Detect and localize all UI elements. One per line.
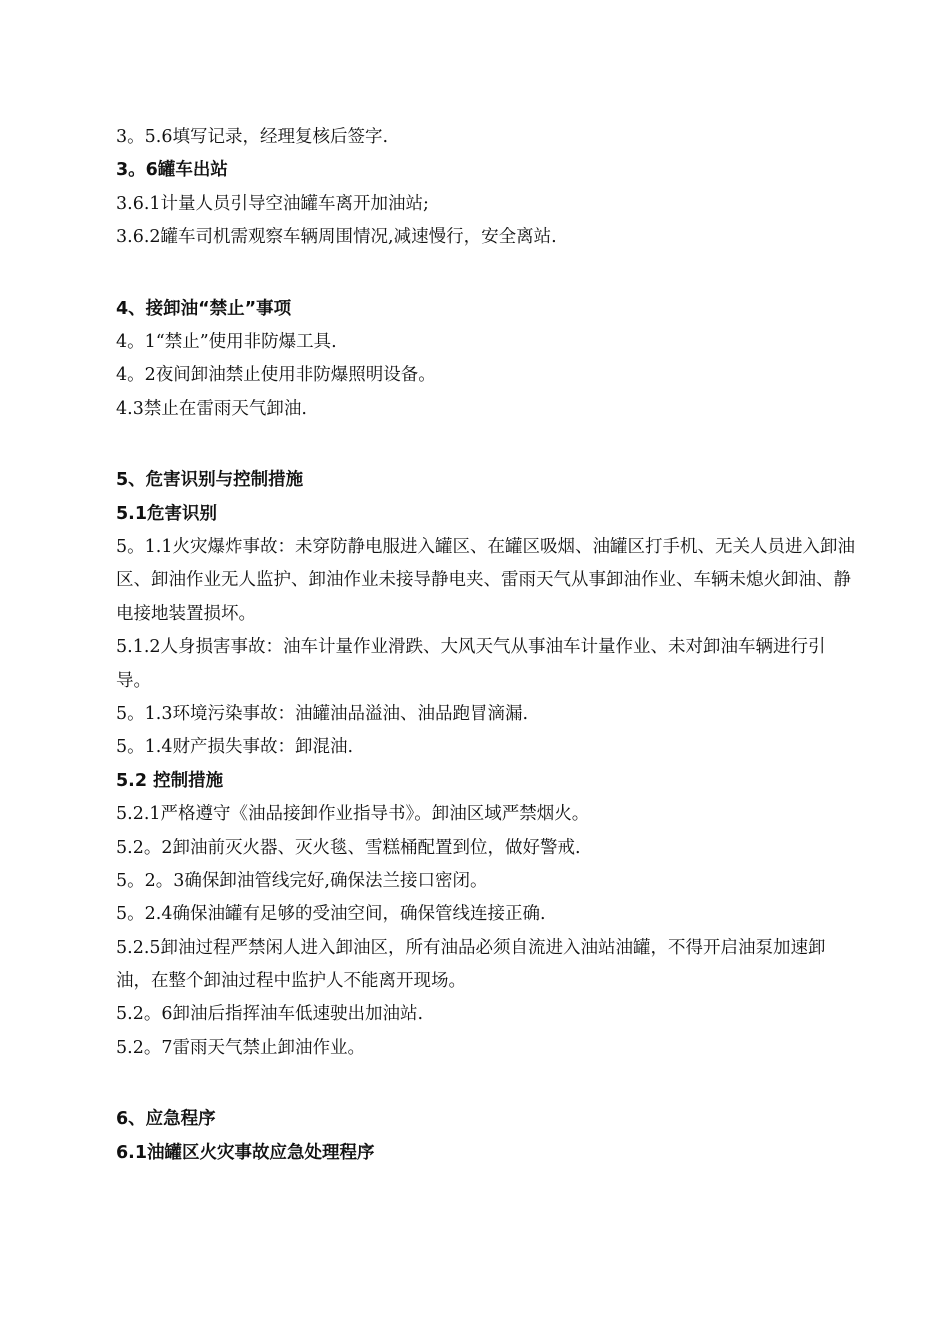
para-3-5-6: 3。5.6填写记录，经理复核后签字. [116, 127, 389, 147]
section-gap [116, 426, 856, 464]
section-gap [116, 1065, 856, 1103]
para-5-1-2: 5.1.2人身损害事故：油车计量作业滑跌、大风天气从事油车计量作业、未对卸油车辆进行引导。 [116, 637, 826, 691]
para-3-6-1: 3.6.1计量人员引导空油罐车离开加油站; [116, 193, 429, 214]
heading-6-1: 6.1油罐区火灾事故应急处理程序 [116, 1142, 375, 1163]
para-5-2-7: 5.2。7雷雨天气禁止卸油作业。 [116, 1037, 365, 1058]
heading-3-6: 3。6罐车出站 [116, 160, 228, 181]
heading-6: 6、应急程序 [116, 1109, 216, 1130]
para-5-2-5: 5.2.5卸油过程严禁闲人进入卸油区，所有油品必须自流进入油站油罐，不得开启油泵加速卸油，在整个卸油过程中监护人不能离开现场。 [116, 937, 826, 992]
heading-4: 4、接卸油“禁止”事项 [116, 298, 292, 319]
document-body [116, 121, 856, 1170]
para-5-1-1: 5。1.1火灾爆炸事故：未穿防静电服进入罐区、在罐区吸烟、油罐区打手机、无关人员进入卸油区、卸油作业无人监护、卸油作业未接导静电夹、雷雨天气从事卸油作业、车辆未熄火卸油、静电接地装置损坏。 [116, 536, 855, 624]
para-4-1: 4。1“禁止”使用非防爆工具. [116, 331, 337, 352]
para-5-2-6: 5.2。6卸油后指挥油车低速驶出加油站. [116, 1004, 424, 1025]
heading-5: 5、危害识别与控制措施 [116, 470, 304, 491]
section-gap [116, 255, 856, 293]
para-3-6-2: 3.6.2罐车司机需观察车辆周围情况,减速慢行，安全离站. [116, 227, 557, 248]
para-5-2-3: 5。2。3确保卸油管线完好,确保法兰接口密闭。 [116, 870, 488, 891]
heading-5-1: 5.1危害识别 [116, 503, 218, 524]
para-5-1-4: 5。1.4财产损失事故：卸混油. [116, 737, 354, 758]
para-4-3: 4.3禁止在雷雨天气卸油. [116, 398, 307, 419]
para-4-2: 4。2夜间卸油禁止使用非防爆照明设备。 [116, 365, 436, 386]
para-5-1-3: 5。1.3环境污染事故：油罐油品溢油、油品跑冒滴漏. [116, 703, 529, 724]
para-5-2-1: 5.2.1严格遵守《油品接卸作业指导书》。卸油区域严禁烟火。 [116, 804, 590, 825]
para-5-2-4: 5。2.4确保油罐有足够的受油空间，确保管线连接正确. [116, 904, 546, 925]
heading-5-2: 5.2 控制措施 [116, 770, 224, 791]
para-5-2-2: 5.2。2卸油前灭火器、灭火毯、雪糕桶配置到位，做好警戒. [116, 837, 581, 858]
